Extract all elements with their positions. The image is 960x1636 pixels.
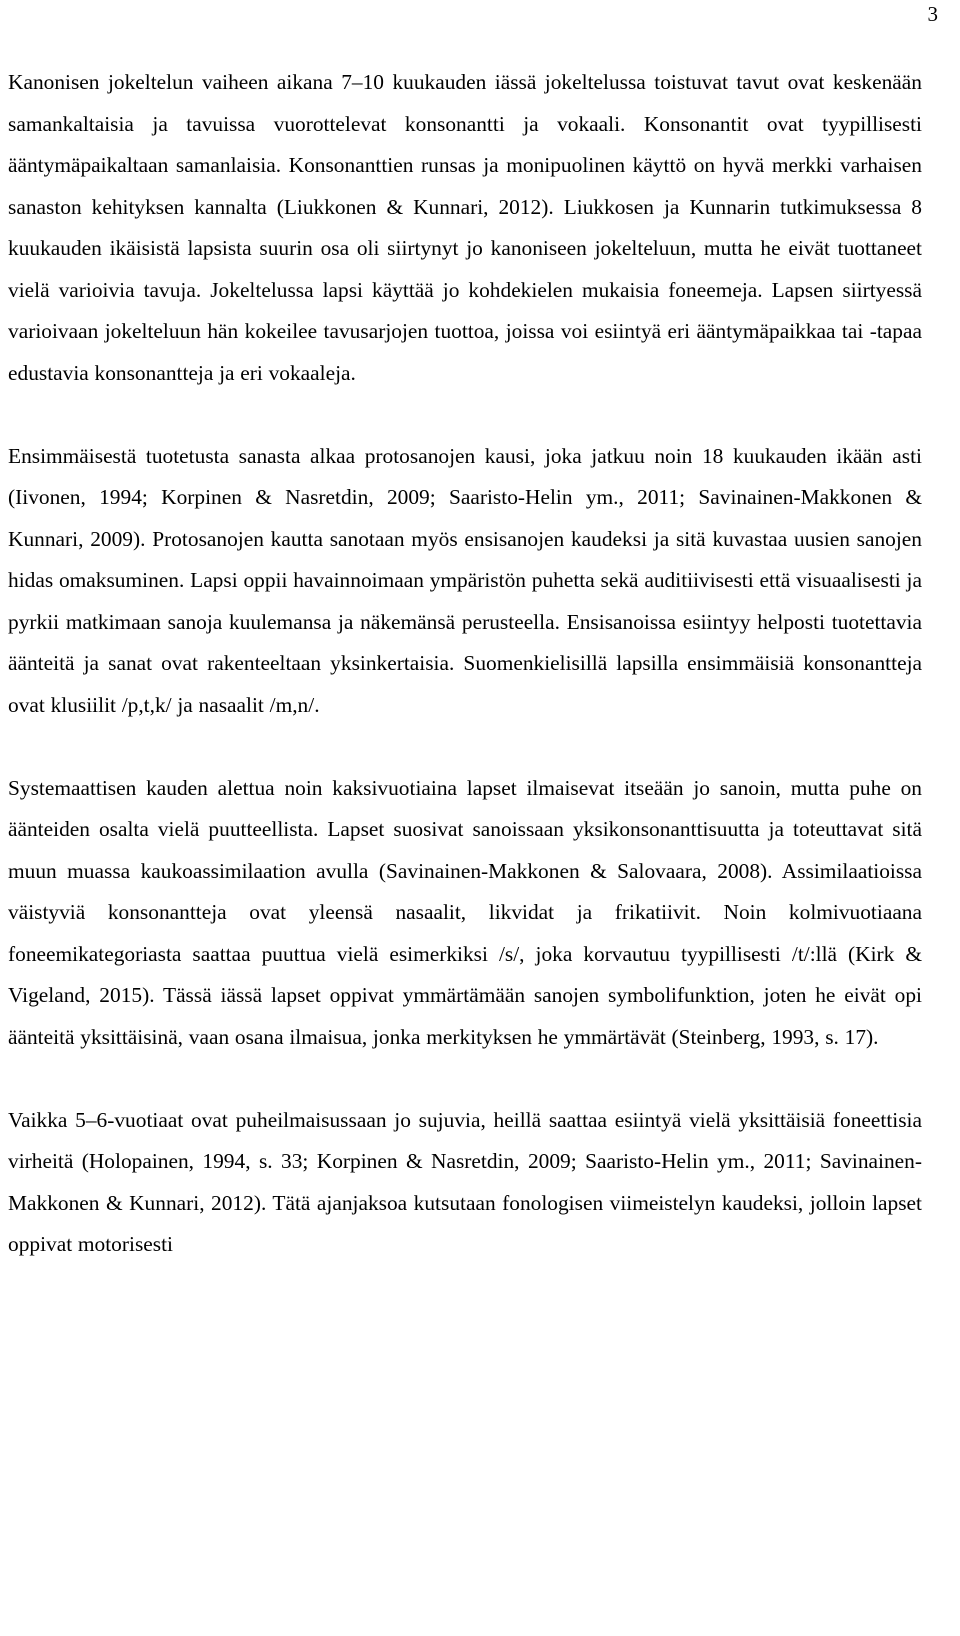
paragraph-4: Vaikka 5–6-vuotiaat ovat puheilmaisussaan jo sujuvia, heillä saattaa esiintyä vielä yksittäisiä foneettisia virheitä (Holopainen, 1994, s. 33; Korpinen & Nasretdin, 2009; Saaristo-Helin ym., 2011; Savinainen-Makkonen & Kunnari, 2012). Tätä ajanjaksoa kutsutaan fonologisen viimeistelyn kaudeksi, jolloin lapset oppivat motorisesti <box>8 1107 922 1256</box>
document-body <box>8 62 922 1266</box>
paragraph-2: Ensimmäisestä tuotetusta sanasta alkaa protosanojen kausi, joka jatkuu noin 18 kuukauden ikään asti (Iivonen, 1994; Korpinen & Nasretdin, 2009; Saaristo-Helin ym., 2011; Savinainen-Makkonen & Kunnari, 2009). Protosanojen kautta sanotaan myös ensisanojen kaudeksi ja sitä kuvastaa uusien sanojen hidas omaksuminen. Lapsi oppii havainnoimaan ympäristön puhetta sekä auditiivisesti että visuaalisesti ja pyrkii matkimaan sanoja kuulemansa ja näkemänsä perusteella. Ensisanoissa esiintyy helposti tuotettavia äänteitä ja sanat ovat rakenteeltaan yksinkertaisia. Suomenkielisillä lapsilla ensimmäisiä konsonantteja ovat klusiilit /p,t,k/ ja nasaalit /m,n/. <box>8 443 922 717</box>
paragraph-1: Kanonisen jokeltelun vaiheen aikana 7–10 kuukauden iässä jokeltelussa toistuvat tavut ovat keskenään samankaltaisia ja tavuissa vuorottelevat konsonantti ja vokaali. Konsonantit ovat tyypillisesti ääntymäpaikaltaan samanlaisia. Konsonanttien runsas ja monipuolinen käyttö on hyvä merkki varhaisen sanaston kehityksen kannalta (Liukkonen & Kunnari, 2012). Liukkosen ja Kunnarin tutkimuksessa 8 kuukauden ikäisistä lapsista suurin osa oli siirtynyt jo kanoniseen jokelteluun, mutta he eivät tuottaneet vielä varioivia tavuja. Jokeltelussa lapsi käyttää jo kohdekielen mukaisia foneemeja. Lapsen siirtyessä varioivaan jokelteluun hän kokeilee tavusarjojen tuottoa, joissa voi esiintyä eri ääntymäpaikkaa tai -tapaa edustavia konsonantteja ja eri vokaaleja. <box>8 70 922 385</box>
paragraph-3: Systemaattisen kauden alettua noin kaksivuotiaina lapset ilmaisevat itseään jo sanoin, mutta puhe on äänteiden osalta vielä puutteellista. Lapset suosivat sanoissaan yksikonsonanttisuutta ja toteuttavat sitä muun muassa kaukoassimilaation avulla (Savinainen-Makkonen & Salovaara, 2008). Assimilaatioissa väistyviä konsonantteja ovat yleensä nasaalit, likvidat ja frikatiivit. Noin kolmivuotiaana foneemikategoriasta saattaa puuttua vielä esimerkiksi /s/, joka korvautuu tyypillisesti /t/:llä (Kirk & Vigeland, 2015). Tässä iässä lapset oppivat ymmärtämään sanojen symbolifunktion, joten he eivät opi äänteitä yksittäisinä, vaan osana ilmaisua, jonka merkityksen he ymmärtävät (Steinberg, 1993, s. 17). <box>8 775 922 1049</box>
page-number: 3 <box>927 2 938 26</box>
